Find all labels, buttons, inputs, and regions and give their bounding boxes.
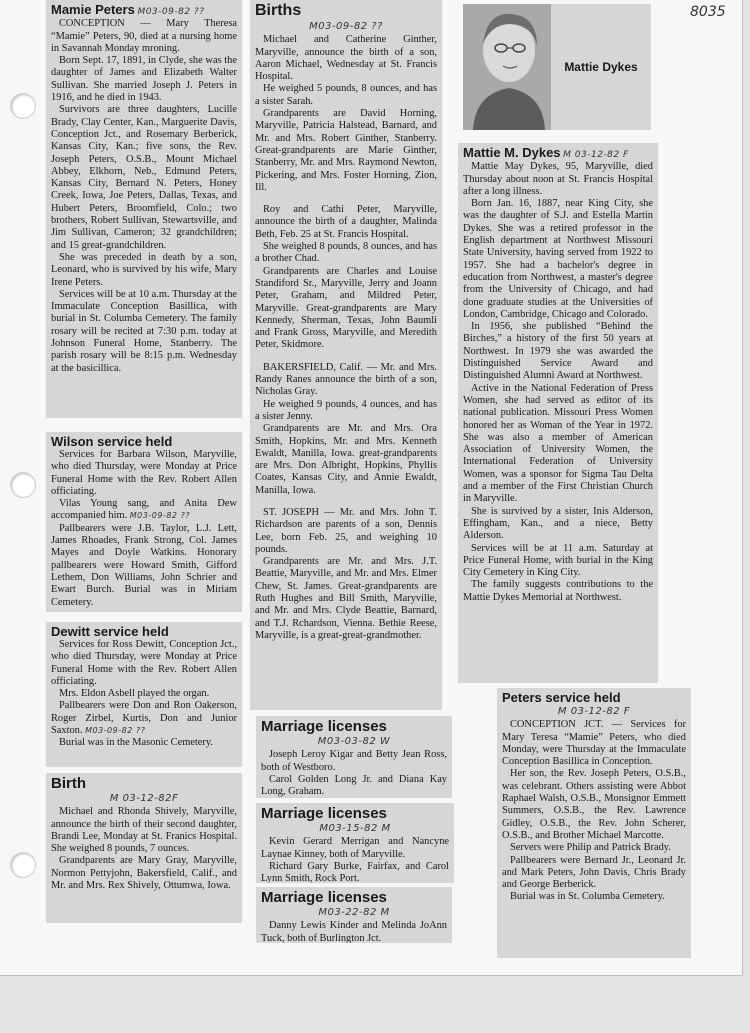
portrait-photo bbox=[463, 4, 551, 130]
marriage-licenses-3 bbox=[256, 887, 452, 943]
paragraph: Grandparents are Charles and Louise Standiford Sr., Maryville, Jerry and Joann Peter, Graham, and Mildred Peter, Maryville. Great-grandparents are Mary Kennedy, Sherman, Texas, John Baumli and Frank Gross, Maryville, and Meredith Peter, Skidmore. bbox=[255, 265, 437, 351]
article-title: Wilson service held bbox=[51, 434, 173, 449]
paragraph: Grandparents are Mary Gray, Maryville, Normon Pettyjohn, Bakersfield, Calif., and Mr. and Mrs. Rex Shively, Ottumwa, Iowa. bbox=[51, 855, 237, 892]
handwritten-date-note: M03-09-82 ?? bbox=[137, 7, 205, 17]
handwritten-date-note: M 03-12-82 F bbox=[557, 706, 631, 717]
paragraph: Grandparents are Mr. and Mrs. J.T. Beattie, Maryville, and Mr. and Mrs. Elmer Chew, St. James. Great-grandparents are Ruth Hughes and Bill Smith, Maryville, and Mr. and Mrs. Clyde Beattie, Barnard, and T.J. Rchardson, Vienna. Bethie Reese, Maryville, is a great-great-grandmother. bbox=[255, 556, 437, 641]
paragraph: Grandparents are David Horning, Maryville, Patricia Halstead, Barnard, and Mr. and Mrs. Robert Ginther, Stanberry. Great-grandparents are Marie Ginther, Stanberry, Mr. and Mrs. Raymond Newton, Pickering, and Mrs. Foster Horning, Zion, Ill. bbox=[255, 108, 437, 193]
paragraph-text: Pallbearers were Don and Ron Oakerson, Roger Zirbel, Kurtis, Don and Junior Saxton. bbox=[51, 700, 237, 737]
obituary-title: Mattie M. Dykes bbox=[463, 145, 561, 160]
article-heading bbox=[502, 690, 686, 718]
paragraph: Michael and Rhonda Shively, Maryville, announce the birth of their second daughter, Brandi Lee, Monday at St. Franics Hospital. She weighed 8 pounds, 7 ounces. bbox=[51, 806, 237, 855]
paragraph: Joseph Leroy Kigar and Betty Jean Ross, both of Westboro. bbox=[261, 749, 447, 773]
paragraph: He weighed 9 pounds, 4 ounces, and has a sister Jenny. bbox=[255, 398, 437, 422]
marriage-licenses-1 bbox=[256, 716, 452, 798]
article-title: Marriage licenses bbox=[261, 889, 387, 906]
obituary-heading bbox=[51, 2, 237, 18]
marriage-licenses-2 bbox=[256, 803, 454, 883]
paragraph bbox=[51, 700, 237, 737]
announcement-birth bbox=[46, 773, 242, 923]
article-title: Births bbox=[255, 2, 302, 19]
paragraph: Services will be at 10 a.m. Thursday at the Immaculate Conception Basillica, with burial in St. Columba Cemetery. The family rosary will be recited at 7:30 p.m. today at Johnson Funeral Home, Stanberry. The parish rosary will be 8:15 p.m. Wednesday at the basicillica. bbox=[51, 288, 237, 374]
paragraph bbox=[51, 498, 237, 523]
paragraph: Roy and Cathi Peter, Maryville, announce the birth of a daughter, Malinda Beth, Feb. 25 at St. Francis Hospital. bbox=[255, 204, 437, 240]
paragraph: Mattie May Dykes, 95, Maryville, died Thursday about noon at St. Francis Hospital after a long illness. bbox=[463, 161, 653, 197]
paragraph-text: Vilas Young sang, and Anita Dew accompanied him. bbox=[51, 498, 237, 522]
paragraph: Born Jan. 16, 1887, near King City, she was the daughter of S.J. and Estella Martin Dykes. She was a retired professor in the English department at Northwest Missouri State University, having served from 1922 to 1957. She had a bachelor's degree in education from Northwest, a master's degree from the University of Chicago, and had done graduate studies at the Universities of London, Cambridge, Chicago and Colorado. bbox=[463, 198, 653, 320]
handwritten-date-note: M03-22-82 M bbox=[318, 907, 390, 918]
handwritten-date-note: M03-15-82 M bbox=[319, 823, 391, 834]
paragraph: BAKERSFIELD, Calif. — Mr. and Mrs. Randy Ranes announce the birth of a son, Nicholas Gray. bbox=[255, 361, 437, 398]
paragraph: Michael and Catherine Ginther, Maryville, announce the birth of a son, Aaron Michael, Wednesday at St. Francis Hospital. bbox=[255, 34, 437, 83]
paragraph: She weighed 8 pounds, 8 ounces, and has a brother Chad. bbox=[255, 241, 437, 265]
handwritten-date-note: M03-03-82 W bbox=[317, 736, 391, 747]
article-title: Peters service held bbox=[502, 690, 621, 705]
paragraph: He weighed 5 pounds, 8 ounces, and has a sister Sarah. bbox=[255, 83, 437, 107]
article-title: Birth bbox=[51, 775, 86, 792]
paragraph: Born Sept. 17, 1891, in Clyde, she was the daughter of James and Elizabeth Walter Sullivan. She married Joseph J. Peters in 1916, and he died in 1943. bbox=[51, 55, 237, 104]
paragraph: She is survived by a sister, Inis Alderson, Effingham, Kan., and a niece, Betty Alderson. bbox=[463, 505, 653, 542]
paragraph: Services for Ross Dewitt, Conception Jct., who died Thursday, were Monday at Price Funeral Home with the Rev. Robert Allen officiating. bbox=[51, 639, 237, 687]
handwritten-date-note: M03-09-82 ?? bbox=[129, 511, 191, 521]
punch-hole bbox=[10, 93, 36, 119]
punch-hole bbox=[10, 472, 36, 498]
article-title: Dewitt service held bbox=[51, 624, 169, 639]
paragraph: Services will be at 11 a.m. Saturday at Price Funeral Home, with burial in the King City Cemetery in King City. bbox=[463, 542, 653, 579]
article-dewitt-service bbox=[46, 622, 242, 767]
obituary-title: Mamie Peters bbox=[51, 2, 135, 17]
paragraph: Services for Barbara Wilson, Maryville, who died Thursday, were Monday at Price Funeral Home with the Rev. Robert Allen officiating. bbox=[51, 449, 237, 497]
obituary-mattie-dykes bbox=[458, 143, 658, 683]
obituary-mamie-peters bbox=[46, 0, 242, 418]
paragraph: Active in the National Federation of Press Women, she had served as editor of its national publication. Missouri Press Women honored her as Woman of the Year in 1972. She was also a member of American Association of University Women, the International Federation of University Women, was a sponsor for Sigma Tau Delta and a member of the First Christian Church in Maryville. bbox=[463, 382, 653, 505]
announcement-births bbox=[250, 0, 442, 710]
handwritten-date-note: M 03-12-82F bbox=[109, 793, 179, 804]
paragraph: Burial was in the Masonic Cemetery. bbox=[59, 737, 213, 749]
paragraph: Danny Lewis Kinder and Melinda JoAnn Tuck, both of Burlington Jct. bbox=[261, 920, 447, 943]
article-wilson-service bbox=[46, 432, 242, 612]
photo-caption: Mattie Dykes bbox=[551, 4, 651, 130]
paragraph: Servers were Philip and Patrick Brady. bbox=[510, 842, 671, 854]
paragraph: Grandparents are Mr. and Mrs. Ora Smith, Hopkins, Mr. and Mrs. Kenneth Ewaldt, Manilla, Iowa. great-grandparents are Mrs. Don Albright, Hopkins, Phyllis Coates, Kansas City, and Annie Ewaldt, Manilla, Iowa. bbox=[255, 423, 437, 496]
paragraph: Pallbearers were Bernard Jr., Leonard Jr. and Mark Peters, John Davis, Chris Brady and George Berberick. bbox=[502, 854, 686, 891]
punch-hole bbox=[10, 852, 36, 878]
portrait-image bbox=[463, 4, 551, 130]
paragraph: In 1956, she published “Behind the Birches,” a history of the first 50 years at Northwest. In 1979 she was awarded the Distinguished Service Award and Distinguished Alumni Award at Northwest. bbox=[463, 321, 653, 382]
paragraph: Mrs. Eldon Asbell played the organ. bbox=[59, 688, 210, 700]
handwritten-date-note: M03-09-82 ?? bbox=[85, 726, 146, 736]
paragraph: ST. JOSEPH — Mr. and Mrs. John T. Richardson are parents of a son, Dennis Lee, born Feb. 25, and weighing 10 pounds. bbox=[255, 506, 437, 555]
paragraph: Kevin Gerard Merrigan and Nancyne Laynae Kinney, both of Maryville. bbox=[261, 836, 449, 860]
article-peters-service bbox=[497, 688, 691, 958]
paragraph: Pallbearers were J.B. Taylor, L.J. Lett, James Rhoades, Frank Strong, Col. James Mayes and Doyle Watkins. Honorary pallbearers were Howard Smith, Gifford Lethem, Don Williams, John Schrier and Ewart Burch. Burial was in Miriam Cemetery. bbox=[51, 522, 237, 608]
paragraph: CONCEPTION — Mary Theresa “Mamie” Peters, 90, died at a nursing home in Savannah Monday mroning. bbox=[51, 18, 237, 54]
handwritten-date-note: M03-09-82 ?? bbox=[309, 21, 383, 32]
paragraph: The family suggests contributions to the Mattie Dykes Memorial at Northwest. bbox=[463, 579, 653, 603]
paragraph: Burial was in St. Columba Cemetery. bbox=[510, 891, 665, 903]
paragraph: Survivors are three daughters, Lucille Brady, Clay Center, Kan., Marguerite Davis, Conception Jct., and Rosemary Berberick, Kansas City, Kan.; five sons, the Rev. Joseph Peters, O.S.B., Mount Michael Abbey, Elkhorn, Neb., Edmund Peters, Kansas City, Bernard N. Peters, Honey Creek, Iowa, Joe Peters, Dallas, Texas, and Hubert Peters, Broomfield, Colo.; two brothers, Robert Sullivan, Stewartsville, and Jim Sullivan, Cameron; 32 grandchildren; and 15 great-grandchildren. bbox=[51, 104, 237, 251]
paragraph: Her son, the Rev. Joseph Peters, O.S.B., was celebrant. Others assisting were Abbot Raphael Walsh, O.S.B., Monsignor Emmett Summers, O.S.B., the Rev. Lawrence Gidley, O.S.B., the Rev. John Scherer, O.S.B., and Brother Michael Marcotte. bbox=[502, 768, 686, 841]
paragraph: Carol Golden Long Jr. and Diana Kay Long, Graham. bbox=[261, 773, 447, 798]
obituary-heading bbox=[463, 145, 653, 161]
handwritten-date-note: M 03-12-82 F bbox=[563, 150, 629, 160]
paragraph: Richard Gary Burke, Fairfax, and Carol Lynn Smith, Rock Port. bbox=[261, 860, 449, 883]
page-number: 8035 bbox=[690, 4, 726, 20]
paragraph: CONCEPTION JCT. — Services for Mary Teresa “Mamie” Peters, who died Monday, were Thursday at the Immaculate Conception Basillica in Conception. bbox=[502, 719, 686, 768]
paragraph: She was preceded in death by a son, Leonard, who is survived by his wife, Mary Irene Peters. bbox=[51, 251, 237, 288]
article-title: Marriage licenses bbox=[261, 805, 387, 822]
article-title: Marriage licenses bbox=[261, 718, 387, 735]
